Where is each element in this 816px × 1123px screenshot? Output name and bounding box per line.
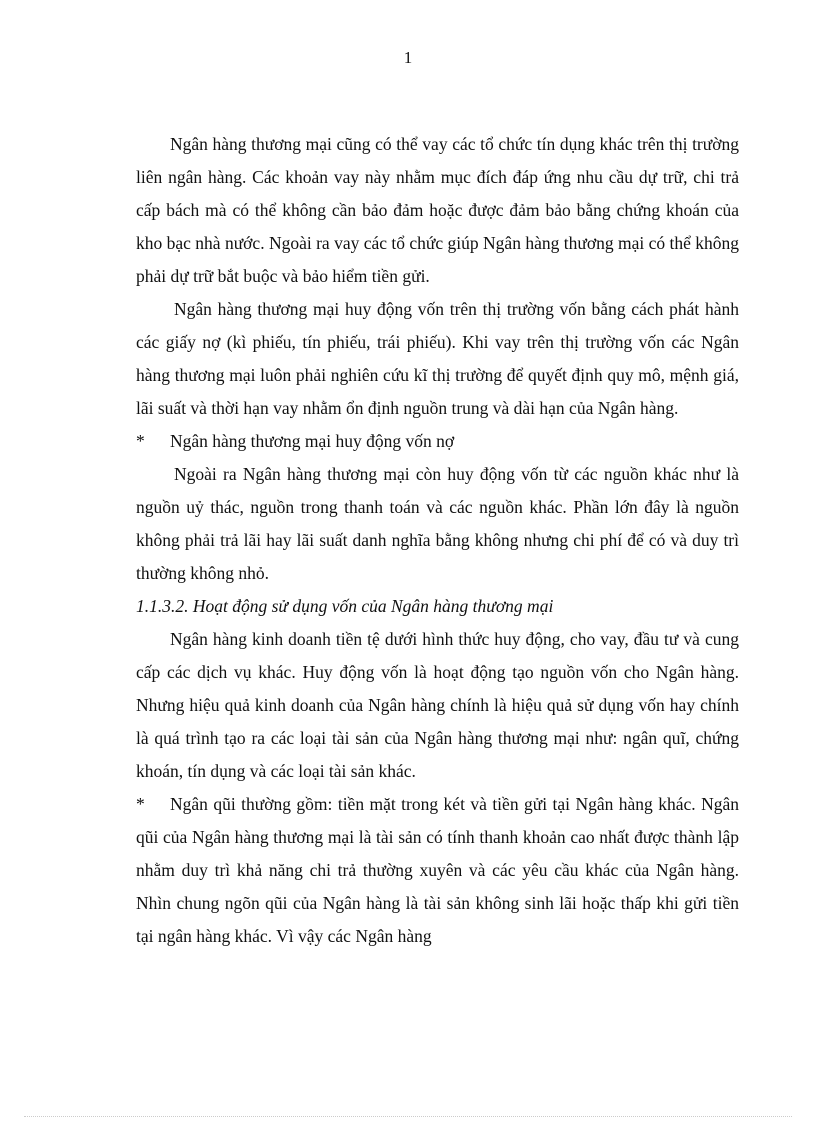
paragraph-capital-market: Ngân hàng thương mại huy động vốn trên thị trường vốn bằng cách phát hành các giấy nợ (kì phiếu, tín phiếu, trái phiếu). Khi vay trên thị trường vốn các Ngân hàng thương mại luôn phải nghiên cứu kĩ thị trường để quyết định quy mô, mệnh giá, lãi suất và thời hạn vay nhằm ổn định nguồn trung và dài hạn của Ngân hàng. [136, 299, 739, 418]
paragraph-interbank-borrowing: Ngân hàng thương mại cũng có thể vay các tổ chức tín dụng khác trên thị trường liên ngân hàng. Các khoản vay này nhằm mục đích đáp ứng nhu cầu dự trữ, chi trả cấp bách mà có thể không cần bảo đảm hoặc được đảm bảo bằng chứng khoán của kho bạc nhà nước. Ngoài ra vay các tổ chức giúp Ngân hàng thương mại có thể không phải dự trữ bắt buộc và bảo hiểm tiền gửi. [136, 134, 739, 286]
bullet-debt-mobilization [136, 425, 739, 458]
bullet-text: Ngân hàng thương mại huy động vốn nợ [170, 431, 455, 451]
bullet-mark: * [136, 431, 145, 451]
bullet-treasury [136, 788, 739, 953]
bullet-text: Ngân qũi thường gồm: tiền mặt trong két và tiền gửi tại Ngân hàng khác. Ngân qũi của Ngân hàng thương mại là tài sản có tính thanh khoản cao nhất được thành lập nhằm duy trì khả năng chi trả thường xuyên và các yêu cầu khác của Ngân hàng. Nhìn chung ngõn qũi của Ngân hàng là tài sản không sinh lãi hoặc thấp khi gửi tiền tại ngân hàng khác. Vì vậy các Ngân hàng [136, 794, 739, 946]
paragraph-other-sources: Ngoài ra Ngân hàng thương mại còn huy động vốn từ các nguồn khác như là nguồn uỷ thác, nguồn trong thanh toán và các nguồn khác. Phần lớn đây là nguồn không phải trả lãi hay lãi suất danh nghĩa bằng không nhưng chi phí để có và duy trì thường không nhỏ. [136, 464, 739, 583]
page-bottom-divider [24, 1116, 792, 1117]
page-number: 1 [403, 48, 413, 67]
bullet-mark: * [136, 794, 145, 814]
document-body [136, 128, 739, 953]
paragraph-use-of-capital: Ngân hàng kinh doanh tiền tệ dưới hình thức huy động, cho vay, đầu tư và cung cấp các dịch vụ khác. Huy động vốn là hoạt động tạo nguồn vốn cho Ngân hàng. Nhưng hiệu quả kinh doanh của Ngân hàng chính là hiệu quả sử dụng vốn hay chính là quá trình tạo ra các loại tài sản của Ngân hàng thương mại như: ngân quĩ, chứng khoán, tín dụng và các loại tài sản khác. [136, 629, 739, 781]
section-heading: 1.1.3.2. Hoạt động sử dụng vốn của Ngân hàng thương mại [136, 596, 554, 616]
